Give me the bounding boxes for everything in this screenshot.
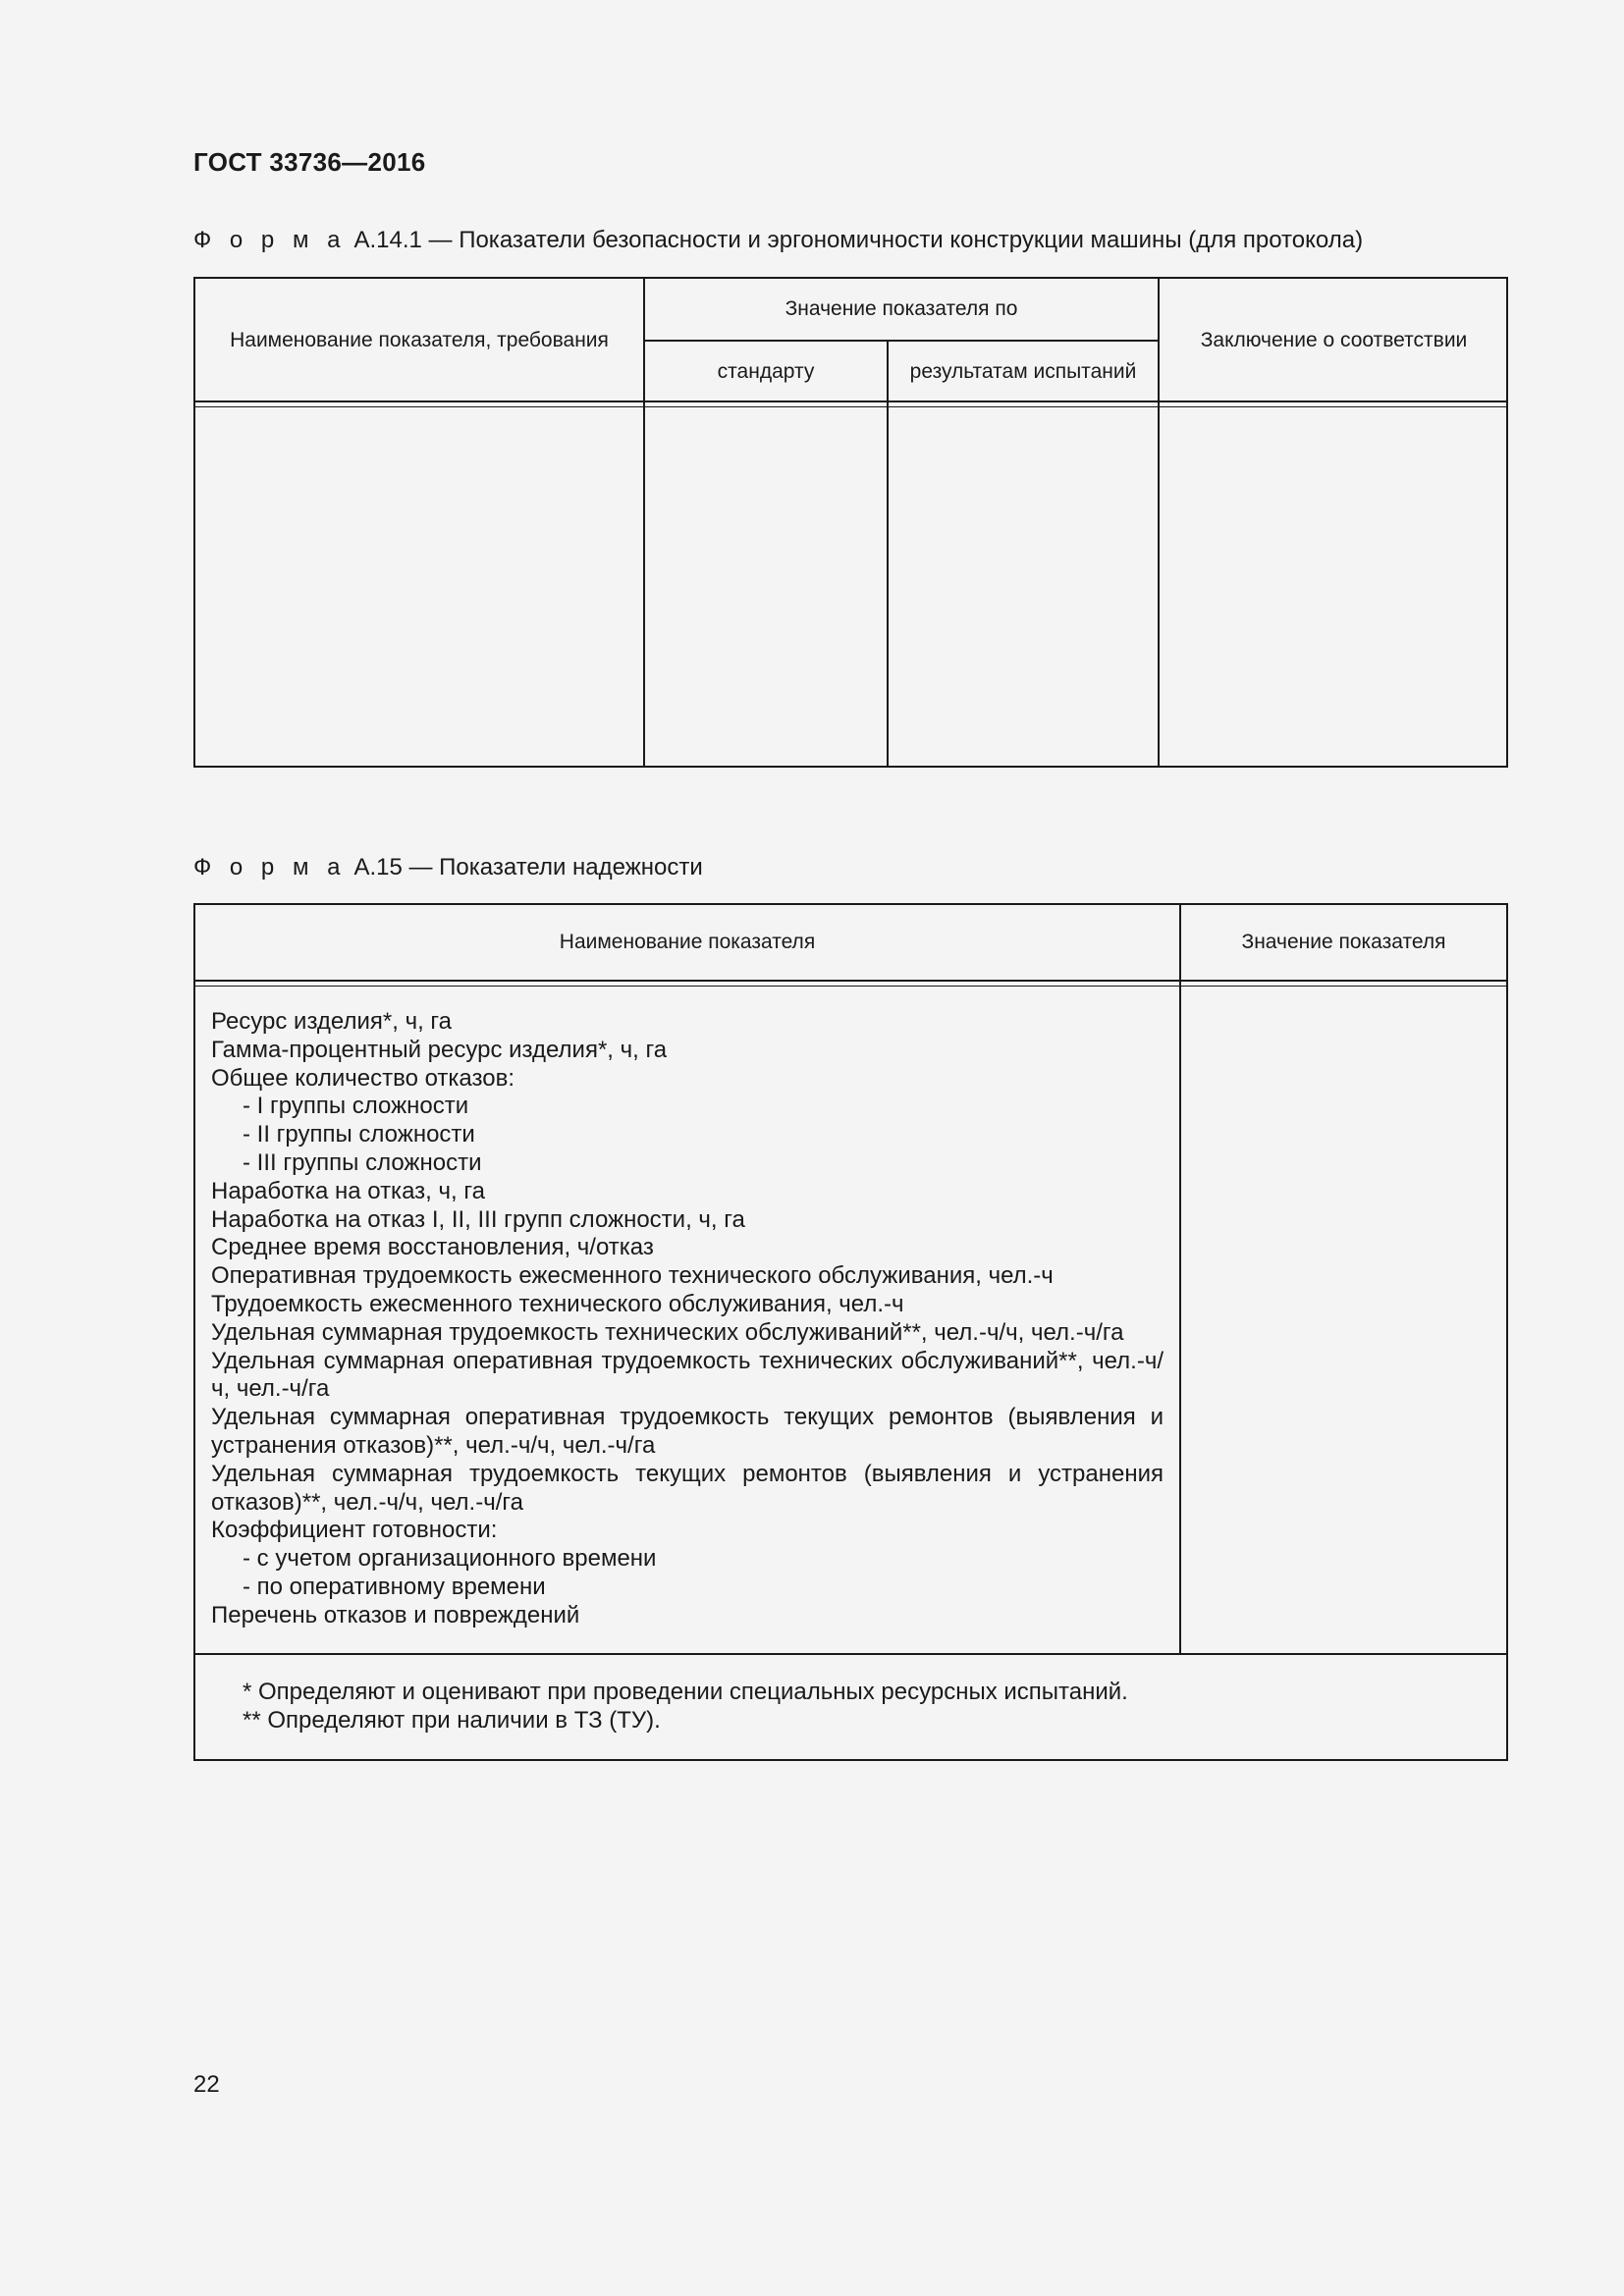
list-item: - I группы сложности — [243, 1093, 469, 1120]
list-item: Оперативная трудоемкость ежесменного технического обслуживания, чел.-ч — [211, 1262, 1054, 1290]
header-by-test-results: результатам испытаний — [909, 360, 1137, 383]
column-divider — [643, 279, 645, 766]
form-label: Ф о р м а — [193, 854, 347, 881]
form-a15-title — [193, 854, 703, 881]
column-divider — [887, 340, 889, 766]
row-divider — [643, 340, 1158, 342]
header-double-rule — [195, 986, 1506, 987]
header-double-rule — [195, 400, 1506, 402]
reliability-table — [193, 903, 1508, 1761]
list-item: - II группы сложности — [243, 1121, 475, 1148]
list-item: Удельная суммарная трудоемкость технических обслуживаний**, чел.-ч/ч, чел.-ч/га — [211, 1318, 1124, 1346]
list-item: Наработка на отказ, ч, га — [211, 1177, 485, 1204]
document-header: ГОСТ 33736—2016 — [193, 147, 426, 177]
footnote: * Определяют и оценивают при проведении специальных ресурсных испытаний. — [243, 1679, 1128, 1705]
column-divider — [1179, 905, 1181, 1655]
form-label: Ф о р м а — [193, 227, 347, 253]
list-item: Среднее время восстановления, ч/отказ — [211, 1234, 654, 1261]
footnote-divider — [195, 1653, 1506, 1655]
indicator-list — [211, 1008, 1164, 1630]
footnotes — [243, 1679, 1128, 1735]
column-divider — [1158, 279, 1160, 766]
list-item: Удельная суммарная оперативная трудоемкость технических обслуживаний**, чел.-ч/ч, чел.-ч/га — [211, 1347, 1164, 1403]
header-indicator-name: Наименование показателя — [559, 931, 816, 953]
list-item: Гамма-процентный ресурс изделия*, ч, га — [211, 1036, 668, 1063]
list-item: Наработка на отказ I, II, III групп сложности, ч, га — [211, 1205, 745, 1233]
footnote: ** Определяют при наличии в ТЗ (ТУ). — [243, 1706, 661, 1734]
header-double-rule — [195, 980, 1506, 982]
list-item: Трудоемкость ежесменного технического обслуживания, чел.-ч — [211, 1290, 904, 1317]
list-item: - III группы сложности — [243, 1148, 482, 1176]
list-item: Общее количество отказов: — [211, 1064, 515, 1092]
list-item: Удельная суммарная трудоемкость текущих ремонтов (выявления и устранения отказов)**, чел.-ч/ч, чел.-ч/га — [211, 1460, 1164, 1516]
list-item: - с учетом организационного времени — [243, 1545, 657, 1573]
list-item: Удельная суммарная оперативная трудоемкость текущих ремонтов (выявления и устранения отказов)**, чел.-ч/ч, чел.-ч/га — [211, 1404, 1164, 1459]
header-double-rule — [195, 406, 1506, 407]
page-number: 22 — [193, 2071, 220, 2098]
list-item: Ресурс изделия*, ч, га — [211, 1008, 452, 1035]
header-conclusion: Заключение о соответствии — [1200, 329, 1468, 351]
safety-ergonomics-table — [193, 277, 1508, 768]
header-value-group: Значение показателя по — [785, 297, 1018, 320]
list-item: Перечень отказов и повреждений — [211, 1601, 580, 1629]
form-a14-1-title — [193, 227, 1363, 254]
list-item: - по оперативному времени — [243, 1573, 546, 1600]
header-indicator-name: Наименование показателя, требования — [230, 329, 609, 351]
form-caption: А.14.1 — Показатели безопасности и эргономичности конструкции машины (для протокола) — [353, 227, 1364, 253]
list-item: Коэффициент готовности: — [211, 1517, 498, 1544]
form-caption: А.15 — Показатели надежности — [353, 854, 703, 881]
header-indicator-value: Значение показателя — [1241, 931, 1446, 953]
header-by-standard: стандарту — [717, 360, 815, 383]
